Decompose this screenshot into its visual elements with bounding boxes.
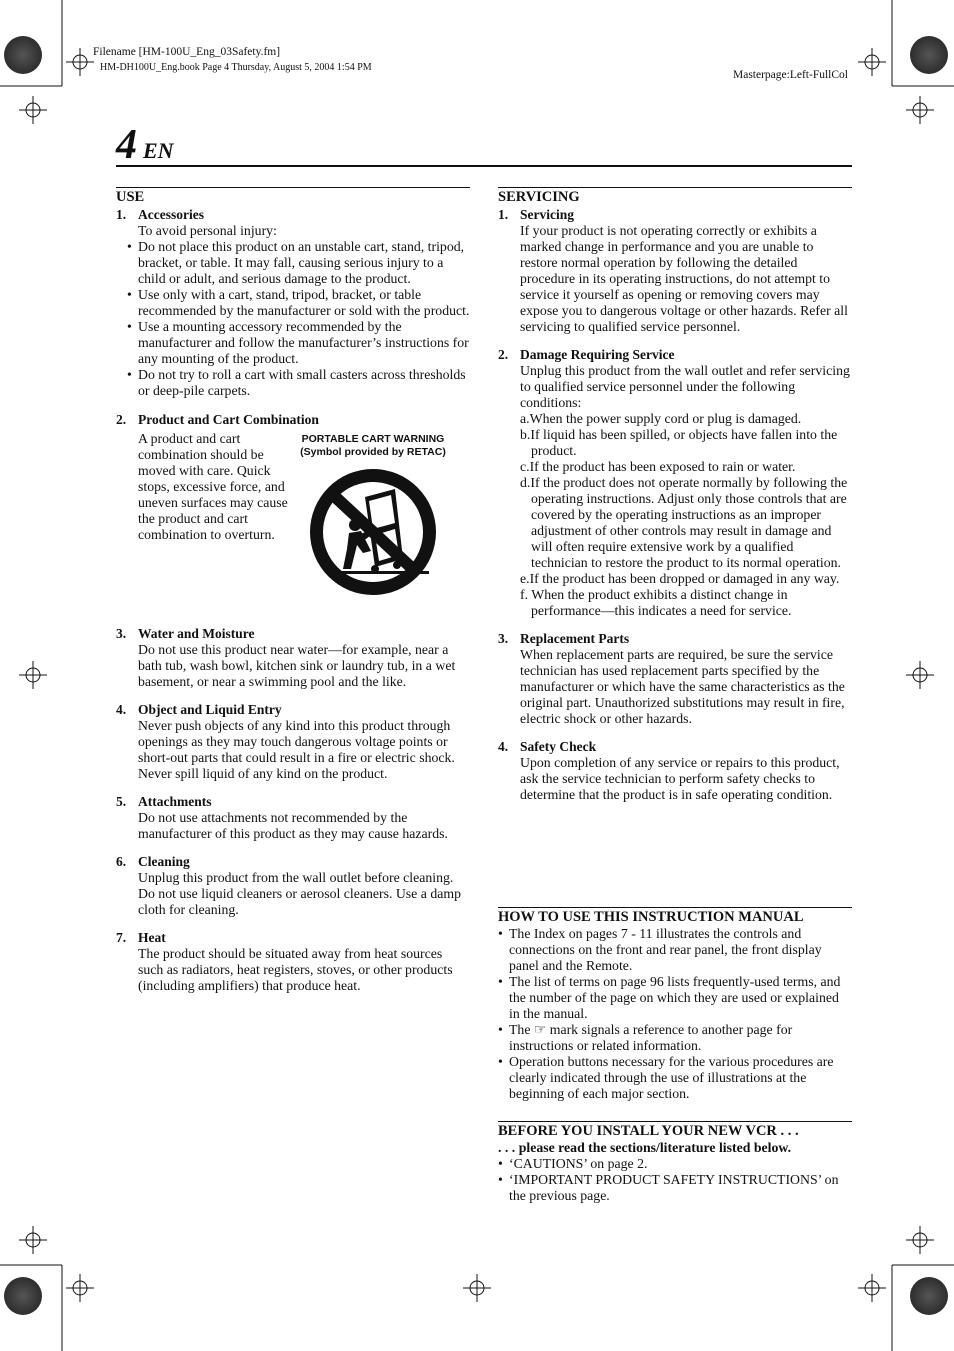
list-item: a.When the power supply cord or plug is damaged. bbox=[520, 411, 802, 426]
before-section-title: BEFORE YOU INSTALL YOUR NEW VCR . . . bbox=[498, 1123, 799, 1139]
header-filename: Filename [HM-100U_Eng_03Safety.fm] bbox=[93, 46, 281, 58]
list-item: • The Index on pages 7 - 11 illustrates the controls and connections on the front and rear panel, the front display panel and the Remote. bbox=[498, 926, 852, 974]
howto-section-title: HOW TO USE THIS INSTRUCTION MANUAL bbox=[498, 909, 804, 925]
use-item-accessories bbox=[116, 206, 470, 399]
cart-caption-1: PORTABLE CART WARNING bbox=[301, 433, 445, 445]
servicing-section-rule bbox=[498, 187, 852, 188]
use-item-heat bbox=[116, 929, 470, 994]
item-body: When replacement parts are required, be sure the service technician has used replacement parts specified by the manufacturer or which have the same characteristics as the original part. Unauthorized substitutions may result in fire, electric shock or other hazards. bbox=[520, 647, 845, 726]
page-language: EN bbox=[143, 138, 174, 163]
item-title: Replacement Parts bbox=[520, 631, 630, 646]
list-item: • Do not try to roll a cart with small casters across thresholds or deep-pile carpets. bbox=[127, 367, 470, 399]
use-item-attachments bbox=[116, 793, 470, 842]
right-column-servicing bbox=[498, 189, 852, 803]
item-title: Damage Requiring Service bbox=[520, 347, 675, 362]
cart-tipover-icon bbox=[303, 465, 443, 599]
howto-section-rule bbox=[498, 907, 852, 908]
item-body: Do not use this product near water—for example, near a bath tub, wash bowl, kitchen sink or laundry tub, in a wet basement, or near a swimming pool and the like. bbox=[138, 642, 456, 689]
left-column bbox=[116, 189, 470, 994]
item-title: Heat bbox=[138, 930, 166, 945]
item-body: Do not use attachments not recommended by the manufacturer of this product as they may cause hazards. bbox=[138, 810, 448, 841]
item-body: The product should be situated away from heat sources such as radiators, heat registers, stoves, or other products (including amplifiers) that produce heat. bbox=[138, 946, 453, 993]
damage-conditions-list bbox=[520, 411, 852, 619]
list-item: • The ☞ mark signals a reference to another page for instructions or related information. bbox=[498, 1022, 852, 1054]
accessories-bullets bbox=[127, 239, 470, 399]
item-title: Safety Check bbox=[520, 739, 597, 754]
item-body: Unplug this product from the wall outlet and refer servicing to qualified service personnel under the following conditions: bbox=[520, 363, 850, 410]
item-number: 4. bbox=[498, 739, 509, 754]
item-number: 5. bbox=[116, 794, 127, 809]
list-item: c.If the product has been exposed to rain or water. bbox=[520, 459, 796, 474]
list-item: f. When the product exhibits a distinct change in performance—this indicates a need for service. bbox=[520, 587, 792, 618]
servicing-item-servicing bbox=[498, 206, 852, 335]
item-body: Never push objects of any kind into this product through openings as they may touch dangerous voltage points or short-out parts that could result in a fire or electric shock. Never spill liquid of any kind on the product. bbox=[138, 718, 455, 781]
item-number: 1. bbox=[498, 207, 509, 222]
use-item-cleaning bbox=[116, 853, 470, 918]
use-item-cart bbox=[116, 411, 470, 603]
servicing-item-safety-check bbox=[498, 738, 852, 803]
item-title: Product and Cart Combination bbox=[138, 412, 319, 427]
list-item: • Do not place this product on an unstable cart, stand, tripod, bracket, or table. It may fall, causing serious injury to a child or adult, and serious damage to the product. bbox=[127, 239, 470, 287]
servicing-item-replacement bbox=[498, 630, 852, 727]
right-column-howto bbox=[498, 909, 852, 1102]
item-title: Cleaning bbox=[138, 854, 190, 869]
item-body: Upon completion of any service or repairs to this product, ask the service technician to perform safety checks to determine that the product is in safe operating condition. bbox=[520, 755, 840, 802]
item-title: Attachments bbox=[138, 794, 212, 809]
item-number: 1. bbox=[116, 207, 127, 222]
item-title: Water and Moisture bbox=[138, 626, 255, 641]
item-title: Accessories bbox=[138, 207, 204, 222]
item-number: 2. bbox=[498, 347, 509, 362]
list-item: • ‘CAUTIONS’ on page 2. bbox=[498, 1156, 852, 1172]
item-body: Unplug this product from the wall outlet before cleaning. Do not use liquid cleaners or aerosol cleaners. Use a damp cloth for cleaning. bbox=[138, 870, 461, 917]
header-bookline: HM-DH100U_Eng.book Page 4 Thursday, August 5, 2004 1:54 PM bbox=[100, 62, 372, 73]
use-item-water bbox=[116, 625, 470, 690]
item-body: If your product is not operating correctly or exhibits a marked change in performance and you are unable to restore normal operation by following the detailed procedure in its operating instructions, do not attempt to service it yourself as opening or removing covers may expose you to dangerous voltage or other hazards. Refer all servicing to qualified service personnel. bbox=[520, 223, 848, 334]
use-section-title: USE bbox=[116, 189, 145, 205]
before-section-rule bbox=[498, 1121, 852, 1122]
list-item: e.If the product has been dropped or damaged in any way. bbox=[520, 571, 840, 586]
list-item: • Use a mounting accessory recommended by the manufacturer and follow the manufacturer’s instructions for any mounting of the product. bbox=[127, 319, 470, 367]
list-item: • Operation buttons necessary for the various procedures are clearly indicated through the use of illustrations at the beginning of each major section. bbox=[498, 1054, 852, 1102]
howto-bullets bbox=[498, 926, 852, 1102]
servicing-item-damage bbox=[498, 346, 852, 619]
item-title: Servicing bbox=[520, 207, 574, 222]
use-item-object-liquid bbox=[116, 701, 470, 782]
item-number: 2. bbox=[116, 412, 127, 427]
item-intro: To avoid personal injury: bbox=[138, 223, 277, 238]
item-number: 3. bbox=[116, 626, 127, 641]
use-section-rule bbox=[116, 187, 470, 188]
list-item: d.If the product does not operate normally by following the operating instructions. Adjust only those controls that are covered by the operating instructions as an improper adjustment of other controls may result in damage and will often require extensive work by a qualified technician to restore the product to its normal operation. bbox=[520, 475, 848, 570]
list-item: • The list of terms on page 96 lists frequently-used terms, and the number of the page on which they are used or explained in the manual. bbox=[498, 974, 852, 1022]
cart-warning-figure bbox=[288, 431, 458, 603]
list-item: b.If liquid has been spilled, or objects have fallen into the product. bbox=[520, 427, 838, 458]
item-title: Object and Liquid Entry bbox=[138, 702, 282, 717]
header-masterpage: Masterpage:Left-FullCol bbox=[733, 69, 848, 81]
item-number: 4. bbox=[116, 702, 127, 717]
before-bullets bbox=[498, 1156, 852, 1204]
page-number-digit: 4 bbox=[116, 122, 137, 168]
before-subtitle: . . . please read the sections/literature listed below. bbox=[498, 1140, 792, 1155]
servicing-section-title: SERVICING bbox=[498, 189, 580, 205]
page-header-rule bbox=[116, 165, 852, 167]
cart-caption-2: (Symbol provided by RETAC) bbox=[300, 446, 446, 458]
item-number: 3. bbox=[498, 631, 509, 646]
item-number: 6. bbox=[116, 854, 127, 869]
list-item: • ‘IMPORTANT PRODUCT SAFETY INSTRUCTIONS’ on the previous page. bbox=[498, 1172, 852, 1204]
item-body: A product and cart combination should be moved with care. Quick stops, excessive force, and uneven surfaces may cause the product and cart combination to overturn. bbox=[138, 431, 288, 542]
item-number: 7. bbox=[116, 930, 127, 945]
right-column-before bbox=[498, 1123, 852, 1204]
list-item: • Use only with a cart, stand, tripod, bracket, or table recommended by the manufacturer or sold with the product. bbox=[127, 287, 470, 319]
